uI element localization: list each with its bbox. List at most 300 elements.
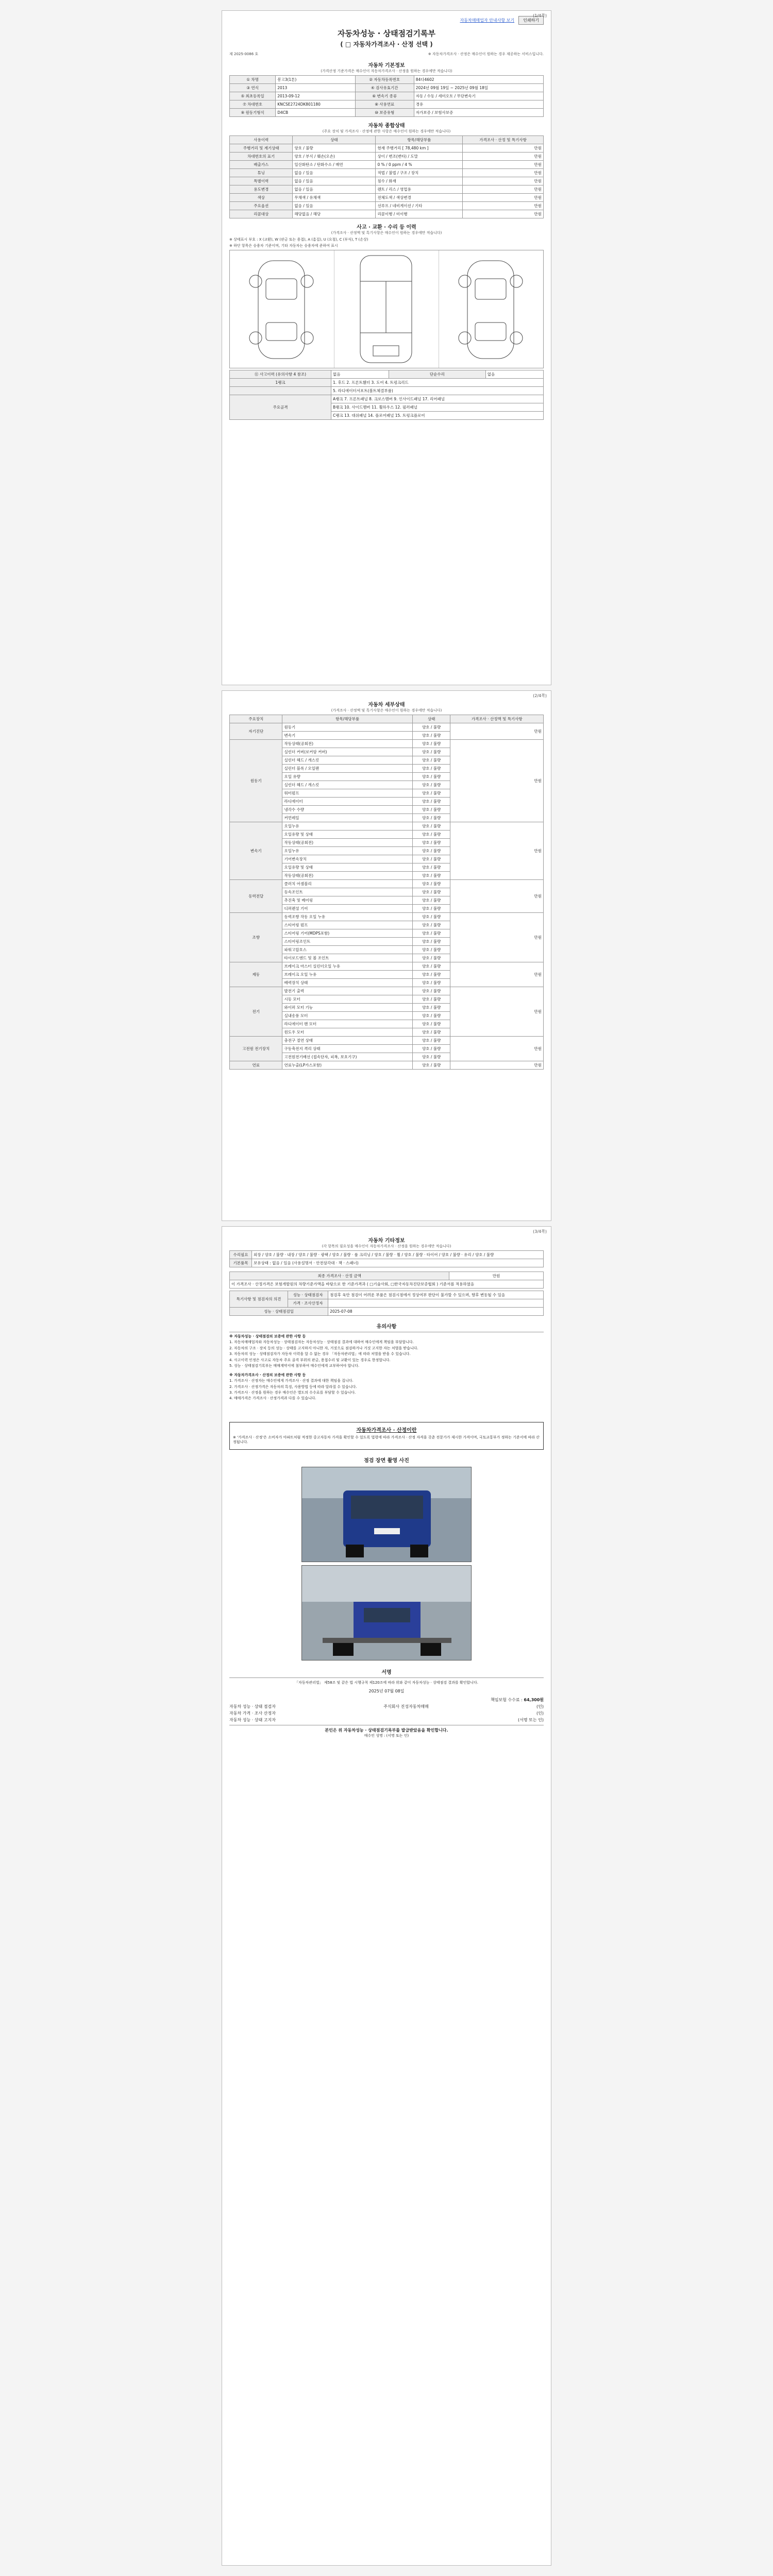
- detail-note: 만원: [450, 1037, 544, 1061]
- detail-item: 냉각수 수량: [282, 806, 412, 814]
- state-table: [229, 135, 544, 218]
- signature-title: 서명: [381, 1669, 392, 1675]
- note: 만원: [463, 185, 544, 194]
- basic-title: 자동차 기본정보: [368, 63, 405, 69]
- detail-state: 양호 / 불량: [412, 987, 450, 995]
- detail-title: 자동차 세부상태: [368, 702, 405, 708]
- table-row: [230, 109, 544, 117]
- car-diagram: [229, 250, 544, 368]
- value: 경유: [414, 100, 543, 109]
- detail-item: 라디에이터: [282, 798, 412, 806]
- detail-item: 실린더 블록 / 오일팬: [282, 765, 412, 773]
- detail-item: 원동기: [282, 723, 412, 732]
- table-row: [230, 1251, 544, 1259]
- state-title: 자동차 종합상태: [368, 123, 405, 129]
- detail-state: 양호 / 불량: [412, 954, 450, 962]
- notice-item: 1. 가격조사 · 산정자는 매수인에게 가격조사 · 산정 결과에 대한 책임을 집니다.: [229, 1379, 354, 1383]
- valuation-unit: 만원: [449, 1272, 544, 1280]
- extra-table: [229, 1250, 544, 1267]
- accident-note: (가격조사 · 산정액 및 특기사항은 매수인이 원하는 경우에만 적습니다): [331, 231, 442, 235]
- value: 자가보증 / 보험사보증: [414, 109, 543, 117]
- detail-state: 양호 / 불량: [412, 748, 450, 756]
- detail-state: 양호 / 불량: [412, 1012, 450, 1020]
- page-number: (3/4쪽): [533, 1229, 547, 1234]
- special-label: 특기사항 및 점검자의 의견: [230, 1291, 288, 1308]
- detail: 0 % / 0 ppm / 4 %: [376, 161, 463, 169]
- detail-state: 양호 / 불량: [412, 756, 450, 765]
- table-row: [230, 92, 544, 100]
- state-note: (주요 장치 및 가격조사 · 산정에 관한 사항은 매수인이 원하는 경우에만 적습니다): [322, 129, 451, 133]
- detail-item: 충전구 절연 상태: [282, 1037, 412, 1045]
- detail-item: 파워고압호스: [282, 946, 412, 954]
- table-row: [230, 1280, 544, 1289]
- item: 특별이력: [230, 177, 293, 185]
- notice-section-2: [229, 1373, 544, 1401]
- fee-label: 책임보험 수수료: [490, 1697, 520, 1702]
- table-row: [230, 740, 544, 748]
- device-group: 변속기: [230, 822, 282, 880]
- value: 자동 / 수동 / 세미오토 / 무단변속기: [414, 92, 543, 100]
- detail-item: 추진축 및 베어링: [282, 896, 412, 905]
- item: 배출가스: [230, 161, 293, 169]
- accident-table: [229, 370, 544, 420]
- label: ⑤ 최초등록일: [230, 92, 276, 100]
- item: 주행거리 및 계기상태: [230, 144, 293, 152]
- detail-item: 와이퍼 모터 기능: [282, 1004, 412, 1012]
- table-row: [230, 185, 544, 194]
- value: 외장 / 양호 / 불량 · 내장 / 양호 / 불량 · 광택 / 양호 / 불량 · 룸 크리닝 / 양호 / 불량 · 휠 / 양호 / 불량 · 타이어 / 양호 / 불량 · 유리 / 양호 / 불량: [252, 1251, 544, 1259]
- detail-state: 양호 / 불량: [412, 1037, 450, 1045]
- structure-b: B랭크 10. 사이드멤버 11. 휠하우스 12. 필러패널: [331, 403, 544, 412]
- table-row: [230, 987, 544, 995]
- receipt-statement: 본인은 위 자동차성능 · 상태점검기록부를 발급받았음을 확인합니다.: [325, 1727, 448, 1733]
- detail-item: 기어변속장치: [282, 855, 412, 863]
- detail-item: 실린더 헤드 / 개스킷: [282, 781, 412, 789]
- detail-item: 실내송풍 모터: [282, 1012, 412, 1020]
- table-row: [230, 962, 544, 971]
- detail-item: 작동상태(공회전): [282, 872, 412, 880]
- value: KNCSE2724DK801180: [276, 100, 356, 109]
- value: 2024년 09월 19일 ~ 2025년 09월 18일: [414, 84, 543, 92]
- item: 색상: [230, 194, 293, 202]
- outer-panel-items: 1. 후드 2. 프론트휀더 3. 도어 4. 트렁크리드: [331, 379, 544, 387]
- structure-label: 주요골격: [230, 395, 331, 420]
- simple-repair-value: 없음: [485, 370, 543, 379]
- accident-title: 사고 · 교환 · 수리 등 이력: [357, 225, 416, 230]
- notice-section-1: [229, 1334, 544, 1369]
- table-row: [230, 76, 544, 84]
- print-button[interactable]: 인쇄하기: [518, 16, 544, 25]
- doc-number: 제 2025-0086 호: [229, 52, 259, 56]
- basic-table: [229, 75, 544, 117]
- table-row: [230, 210, 544, 218]
- table-row: [230, 395, 544, 403]
- rank2-items: 5. 라디에이터서포트(볼트체결부품): [331, 387, 544, 395]
- car-outline-icon: [439, 250, 542, 368]
- table-row: [230, 1061, 544, 1070]
- item: 주요옵션: [230, 202, 293, 210]
- table-row: [230, 144, 544, 152]
- detail-state: 양호 / 불량: [412, 1061, 450, 1070]
- detail-state: 양호 / 불량: [412, 789, 450, 798]
- state: 없음 / 있음: [293, 185, 376, 194]
- device-group: 원동기: [230, 740, 282, 822]
- accident-legend: ※ 상태표시 부호 : X (교환), W (판금 또는 용접), A (흠집), U (요철), C (부식), T (손상): [229, 238, 368, 242]
- detail-state: 양호 / 불량: [412, 979, 450, 987]
- note: 만원: [463, 202, 544, 210]
- detail-item: 연료누출(LP가스포함): [282, 1061, 412, 1070]
- detail-item: 동력조향 작동 오일 누유: [282, 913, 412, 921]
- col-head: 항목/해당부품: [282, 715, 412, 723]
- detail-item: 커먼레일: [282, 814, 412, 822]
- table-row: [230, 387, 544, 395]
- inspection-photo-front: [301, 1467, 472, 1562]
- detail-item: 워터펌프: [282, 789, 412, 798]
- table-row: [230, 177, 544, 185]
- fee-value: 64,300원: [524, 1697, 544, 1702]
- label: 수리필요: [230, 1251, 252, 1259]
- date-label: 성능 · 상태점검일: [230, 1308, 328, 1316]
- col-head: 가격조사 · 산정액 및 특기사항: [450, 715, 544, 723]
- detail-state: 양호 / 불량: [412, 806, 450, 814]
- detail-state: 양호 / 불량: [412, 781, 450, 789]
- label: ⑨ 원동기형식: [230, 109, 276, 117]
- col-head: 항목/해당부품: [376, 136, 463, 144]
- detail-state: 양호 / 불량: [412, 921, 450, 929]
- state: 일산화탄소 / 탄화수소 / 매연: [293, 161, 376, 169]
- signer-name: 주식회사 진성자동차매매: [383, 1704, 429, 1709]
- detail-state: 양호 / 불량: [412, 855, 450, 863]
- notice-title: 유의사항: [376, 1324, 397, 1330]
- detail-state: 양호 / 불량: [412, 740, 450, 748]
- item: 용도변경: [230, 185, 293, 194]
- table-row: [230, 822, 544, 831]
- value: D4CB: [276, 109, 356, 117]
- table-row: [230, 84, 544, 92]
- note: 만원: [463, 144, 544, 152]
- detail-state: 양호 / 불량: [412, 971, 450, 979]
- doc-meta: [229, 52, 544, 57]
- inspector-role: 성능 · 상태점검자: [288, 1291, 328, 1299]
- detail-state: 양호 / 불량: [412, 888, 450, 896]
- detail-item: 오일누유: [282, 822, 412, 831]
- detail-item: 클러치 어셈블리: [282, 880, 412, 888]
- detail-note: 만원: [450, 962, 544, 987]
- detail-note: (가격조사 · 산정액 및 특기사항은 매수인이 원하는 경우에만 적습니다): [331, 708, 442, 713]
- detail-state: 양호 / 불량: [412, 938, 450, 946]
- top-links: [229, 16, 544, 25]
- car-side-view: [439, 250, 543, 368]
- table-row: [230, 913, 544, 921]
- detail-note: 만원: [450, 1061, 544, 1070]
- table-head: [230, 136, 544, 144]
- signer-role: 자동차 성능 · 상태 점검자: [229, 1704, 276, 1709]
- outer-panel-label: 1랭크: [230, 379, 331, 387]
- valuation-desc: 이 가격조사 · 산정가격은 보험개발원의 차량기준가액을 바탕으로 한 기준가격과 ( □기술사회, □한국자동차진단보증협회 ) 기준서를 적용하였음: [230, 1280, 544, 1289]
- detail-state: 양호 / 불량: [412, 847, 450, 855]
- table-head: [230, 715, 544, 723]
- col-head: 상태: [412, 715, 450, 723]
- signer-row: [229, 1717, 544, 1723]
- car-front-view: [230, 250, 334, 368]
- device-group: 제동: [230, 962, 282, 987]
- state: 양호 / 부식 / 훼손(오손): [293, 152, 376, 161]
- detail-state: 양호 / 불량: [412, 863, 450, 872]
- notice-item: 3. 가격조사 · 산정을 원하는 경우 매수인은 별도의 수수료를 부담할 수 있습니다.: [229, 1390, 356, 1395]
- signer-mark: (인): [536, 1704, 544, 1709]
- table-row: [230, 100, 544, 109]
- accident-legend-2: ※ 하단 항목은 승용차 기준이며, 기타 자동차는 승용차에 준하여 표시: [229, 244, 338, 248]
- value: 보유상태 : 없음 / 있음 (사용설명서 · 안전삼각대 · 잭 · 스패너): [252, 1259, 544, 1267]
- price-role: 가격 · 조사산정자: [288, 1299, 328, 1308]
- detail-item: 라디에이터 팬 모터: [282, 1020, 412, 1028]
- detail-note: 만원: [450, 723, 544, 740]
- table-row: [230, 370, 544, 379]
- detail-state: 양호 / 불량: [412, 872, 450, 880]
- label: ② 자동차등록번호: [355, 76, 414, 84]
- detail-note: 만원: [450, 740, 544, 822]
- detail-item: 오일 유량: [282, 773, 412, 781]
- notice-head-2: ※ 자동차가격조사 · 산정의 보증에 관한 사항 등: [229, 1372, 306, 1377]
- detail-item: 발전기 출력: [282, 987, 412, 995]
- table-row: [230, 152, 544, 161]
- valuation-title: 최종 가격조사 · 산정 금액: [230, 1272, 449, 1280]
- table-row: [230, 202, 544, 210]
- state: 무채색 / 유채색: [293, 194, 376, 202]
- structure-c: C랭크 13. 대쉬패널 14. 플로어패널 15. 트렁크플로어: [331, 412, 544, 420]
- col-head: 주요장치: [230, 715, 282, 723]
- item: 리콜대상: [230, 210, 293, 218]
- detail-item: 브레이크 마스터 실린더오일 누유: [282, 962, 412, 971]
- detail: 상이 / 변조(변타) / 도말: [376, 152, 463, 161]
- detail-note: 만원: [450, 913, 544, 962]
- signature-date: 2025년 07월 08일: [368, 1688, 405, 1693]
- table-row: [230, 161, 544, 169]
- detail-state: 양호 / 불량: [412, 1028, 450, 1037]
- note: 만원: [463, 161, 544, 169]
- value: 2013-09-12: [276, 92, 356, 100]
- price-info-body: ※ '가격조사 · 산정'은 소비자가 아파트처럼 적정한 중고자동차 가격을 확인할 수 있도록 법령에 따라 가격조사 · 산정 자격을 갖춘 전문가가 제시한 가격이며, 국토교통부가 정하는 기준서에 따라 산정됩니다.: [233, 1435, 540, 1445]
- detail: 현재 주행거리 [ 78,480 km ]: [376, 144, 463, 152]
- state: 없음 / 있음: [293, 169, 376, 177]
- detail-state: 양호 / 불량: [412, 1004, 450, 1012]
- notice-item: 2. 자동차의 구조 · 장치 등의 성능 · 상태를 고지하지 아니한 자, 거짓으로 점검하거나 거짓 고지한 자는 처벌을 받습니다.: [229, 1346, 418, 1350]
- value: 봉고3(1톤): [276, 76, 356, 84]
- notice-item: 4. 사고이력 인정은 사고로 자동차 주요 골격 부위의 판금, 용접수리 및 교환이 있는 경우로 한정합니다.: [229, 1358, 391, 1362]
- table-row: [230, 1259, 544, 1267]
- notice-item: 1. 자동차매매업자와 자동차성능 · 상태점검자는 자동차성능 · 상태점검 결과에 대하여 매수인에게 책임을 부담합니다.: [229, 1340, 414, 1345]
- notice-item: 5. 성능 · 상태점검기록부는 매매계약서에 첨부하여 매수인에게 교부하여야 합니다.: [229, 1364, 360, 1368]
- detail-item: 실린더 커버(로커암 커버): [282, 748, 412, 756]
- car-top-view: [334, 250, 439, 368]
- state: 해당없음 / 해당: [293, 210, 376, 218]
- detail-note: 만원: [450, 822, 544, 880]
- car-outline-icon: [230, 250, 333, 368]
- extra-title: 자동차 기타정보: [368, 1238, 405, 1244]
- signer-row: [229, 1704, 544, 1709]
- detail-state: 양호 / 불량: [412, 773, 450, 781]
- detail-item: 스티어링 펌프: [282, 921, 412, 929]
- detail-item: 오일유량 및 상태: [282, 831, 412, 839]
- signer-row: [229, 1710, 544, 1716]
- detail-item: 작동상태(공회전): [282, 839, 412, 847]
- price-info-title: 자동차가격조사 · 산정이란: [356, 1427, 417, 1433]
- car-frame-icon: [334, 250, 438, 368]
- detail-item: 오일누유: [282, 847, 412, 855]
- notice-item: 2. 가격조사 · 산정가격은 자동차의 특징, 사용방법 등에 따라 달라질 수 있습니다.: [229, 1384, 357, 1389]
- signer-mark: (인): [536, 1710, 544, 1716]
- note: 만원: [463, 169, 544, 177]
- doc-note: ※ 자동차가격조사 · 산정은 매수인이 원하는 경우 제공하는 서비스입니다.: [428, 52, 544, 56]
- detail-item: 등속조인트: [282, 888, 412, 896]
- detail: 침수 / 화재: [376, 177, 463, 185]
- accident-value: 없음: [331, 370, 389, 379]
- detail-item: 변속기: [282, 732, 412, 740]
- detail-state: 양호 / 불량: [412, 765, 450, 773]
- detail-state: 양호 / 불량: [412, 814, 450, 822]
- note: 만원: [463, 194, 544, 202]
- detail-item: 오일유량 및 상태: [282, 863, 412, 872]
- inspection-photo-rear: [301, 1565, 472, 1660]
- device-group: 조향: [230, 913, 282, 962]
- detail-item: 시동 모터: [282, 995, 412, 1004]
- terms-link[interactable]: 자동차매매업자 안내사항 보기: [460, 18, 515, 23]
- detail-state: 양호 / 불량: [412, 839, 450, 847]
- note: 만원: [463, 210, 544, 218]
- table-row: [230, 169, 544, 177]
- notice-head-1: ※ 자동차성능 · 상태점검의 보증에 관한 사항 등: [229, 1334, 306, 1338]
- price-info-box: [229, 1422, 544, 1450]
- detail-state: 양호 / 불량: [412, 1045, 450, 1053]
- detail-table: [229, 715, 544, 1070]
- detail-item: 브레이크 오일 누유: [282, 971, 412, 979]
- page-number: (1/4쪽): [533, 13, 547, 18]
- col-head: 가격조사 · 산정 및 특기사항: [463, 136, 544, 144]
- page-1: [222, 10, 551, 685]
- label: ③ 연식: [230, 84, 276, 92]
- detail-item: 타이로드엔드 및 볼 조인트: [282, 954, 412, 962]
- detail-item: 고전원전기배선 (접속단자, 피복, 보호기구): [282, 1053, 412, 1061]
- label: 기본품목: [230, 1259, 252, 1267]
- detail: 적법 / 불법 / 구조 / 장치: [376, 169, 463, 177]
- page-number: (2/4쪽): [533, 693, 547, 698]
- state: 양호 / 불량: [293, 144, 376, 152]
- detail-state: 양호 / 불량: [412, 732, 450, 740]
- detail-note: 만원: [450, 987, 544, 1037]
- detail-item: 작동상태(공회전): [282, 740, 412, 748]
- col-head: 상태: [293, 136, 376, 144]
- detail-state: 양호 / 불량: [412, 831, 450, 839]
- structure-a: A랭크 7. 프론트패널 8. 크로스멤버 9. 인사이드패널 17. 리어패널: [331, 395, 544, 403]
- signer-mark: (서명 또는 인): [518, 1717, 544, 1722]
- item: 튜닝: [230, 169, 293, 177]
- table-row: [230, 1037, 544, 1045]
- signer-role: 자동차 성능 · 상태 고지자: [229, 1717, 276, 1722]
- value: 84다4602: [414, 76, 543, 84]
- detail-state: 양호 / 불량: [412, 929, 450, 938]
- table-row: [230, 1308, 544, 1316]
- table-row: [230, 1291, 544, 1299]
- page-2: [222, 690, 551, 1221]
- signature-statement: 「자동차관리법」 제58조 및 같은 법 시행규칙 제120조에 따라 위와 같이 자동차성능 · 상태점검 결과를 확인합니다.: [295, 1680, 478, 1685]
- receiver-line: 매수인 성명 : (서명 또는 인): [364, 1733, 409, 1738]
- simple-repair-label: 단순수리: [389, 370, 486, 379]
- opinion-table: [229, 1291, 544, 1316]
- detail-item: 스티어링 기어(MDPS포함): [282, 929, 412, 938]
- page-3: [222, 1226, 551, 2566]
- label: ⑥ 변속기 종류: [355, 92, 414, 100]
- detail-item: 윈도우 모터: [282, 1028, 412, 1037]
- fee-row: 책임보험 수수료 : 64,300원: [490, 1697, 544, 1702]
- table-row: [230, 880, 544, 888]
- detail-state: 양호 / 불량: [412, 946, 450, 954]
- table-row: [230, 194, 544, 202]
- label: ⑩ 보증유형: [355, 109, 414, 117]
- detail-state: 양호 / 불량: [412, 896, 450, 905]
- state: 없음 / 있음: [293, 177, 376, 185]
- date-value: 2025-07-08: [328, 1308, 544, 1316]
- label: ⑧ 사용연료: [355, 100, 414, 109]
- device-group: 전기: [230, 987, 282, 1037]
- detail-item: 구동축전지 격리 상태: [282, 1045, 412, 1053]
- note: 만원: [463, 152, 544, 161]
- detail-item: 스티어링조인트: [282, 938, 412, 946]
- basic-note: (가격산정 기준가격은 매수인이 자동차가격조사 · 산정을 원하는 경우에만 적습니다): [321, 69, 452, 73]
- detail-state: 양호 / 불량: [412, 822, 450, 831]
- detail-item: 디퍼렌셜 기어: [282, 905, 412, 913]
- extra-note: (각 항목의 필요성을 매수인이 자동차가격조사 · 산정을 원하는 경우에만 적습니다): [322, 1244, 451, 1248]
- detail-item: 배력장치 상태: [282, 979, 412, 987]
- signer-role: 자동차 가격 · 조사 산정자: [229, 1710, 276, 1716]
- label: ④ 검사유효기간: [355, 84, 414, 92]
- accident-label: ⑪ 사고이력 (유의사항 4 참조): [230, 370, 331, 379]
- detail-state: 양호 / 불량: [412, 1020, 450, 1028]
- valuation-table: [229, 1272, 544, 1289]
- device-group: 연료: [230, 1061, 282, 1070]
- state: 없음 / 있음: [293, 202, 376, 210]
- detail-state: 양호 / 불량: [412, 913, 450, 921]
- detail-item: 실린더 헤드 / 개스킷: [282, 756, 412, 765]
- table-row: [230, 723, 544, 732]
- label: ⑦ 차대번호: [230, 100, 276, 109]
- device-group: 동력전달: [230, 880, 282, 913]
- detail-state: 양호 / 불량: [412, 880, 450, 888]
- doc-title: 자동차성능 · 상태점검기록부: [337, 29, 436, 38]
- detail-note: 만원: [450, 880, 544, 913]
- truck-rear-photo-icon: [302, 1566, 472, 1660]
- detail-state: 양호 / 불량: [412, 962, 450, 971]
- table-row: [230, 379, 544, 387]
- detail-state: 양호 / 불량: [412, 995, 450, 1004]
- device-group: 자기진단: [230, 723, 282, 740]
- item: 차대번호의 표기: [230, 152, 293, 161]
- note: 만원: [463, 177, 544, 185]
- detail: 리콜이행 / 미이행: [376, 210, 463, 218]
- doc-subtitle: ( □ 자동차가격조사 · 산정 선택 ): [340, 41, 433, 48]
- device-group: 고전원 전기장치: [230, 1037, 282, 1061]
- notice-item: 4. 매매가격은 가격조사 · 산정가격과 다를 수 있습니다.: [229, 1396, 316, 1401]
- detail-state: 양호 / 불량: [412, 798, 450, 806]
- detail-state: 양호 / 불량: [412, 1053, 450, 1061]
- label: ① 차명: [230, 76, 276, 84]
- value: 2013: [276, 84, 356, 92]
- detail: 렌트 / 리스 / 영업용: [376, 185, 463, 194]
- photos-title: 점검 장면 촬영 사진: [364, 1458, 409, 1464]
- col-head: 사용이력: [230, 136, 293, 144]
- detail: 선루프 / 네비게이션 / 기타: [376, 202, 463, 210]
- table-row: [230, 1272, 544, 1280]
- notice-item: 3. 자동차의 성능 · 상태점검자가 자동차 이력을 알 수 없는 경우 「자동차관리법」에 따라 처벌을 받을 수 있습니다.: [229, 1352, 411, 1357]
